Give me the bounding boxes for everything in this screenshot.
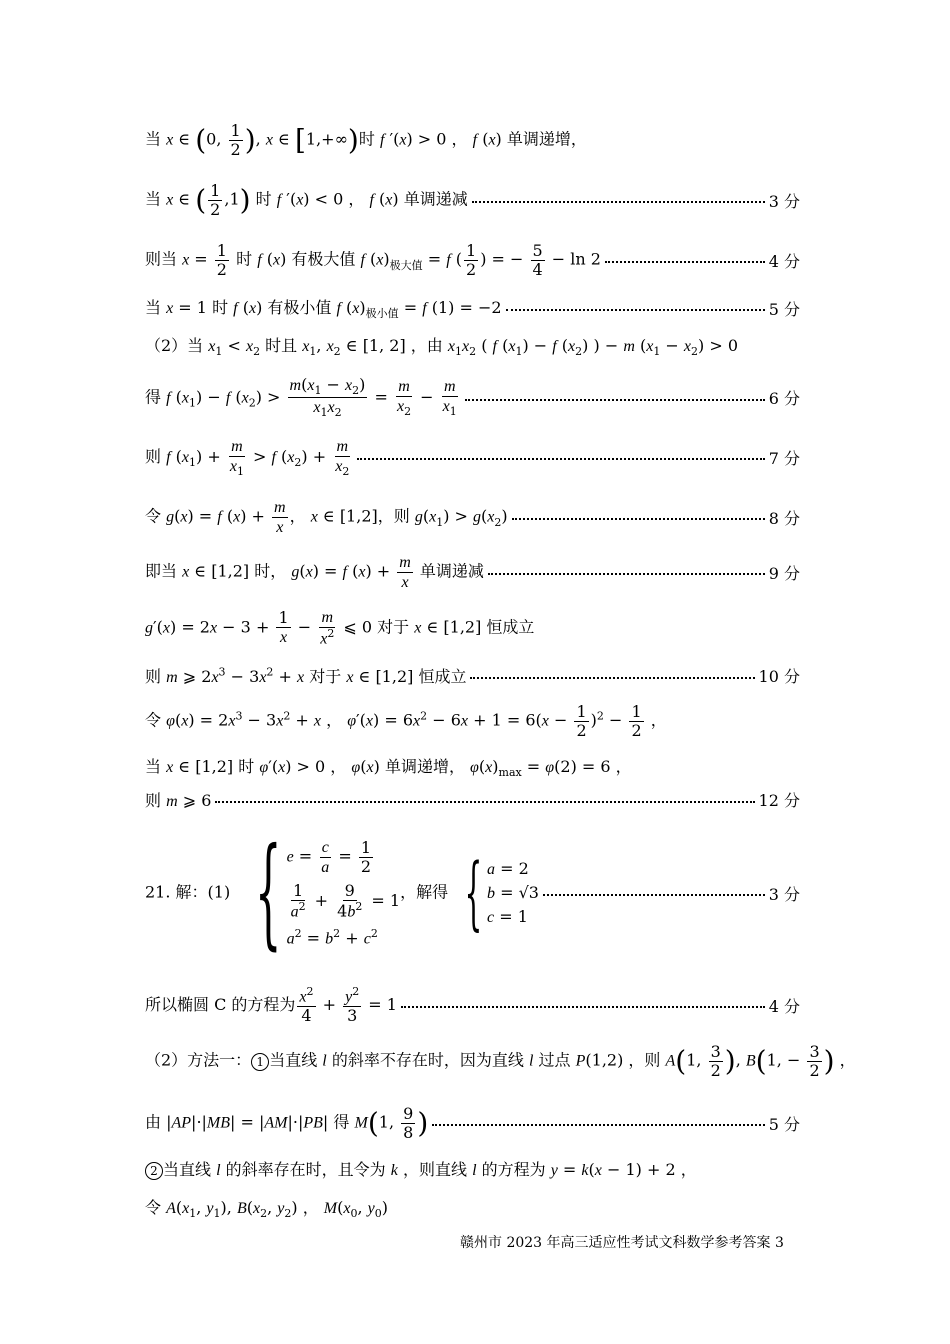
line-1: 当 x ∈ (0, $\frac{1}{2}$ ), x ∈ [1,+∞)时 f ′(x) > 0 ， f (x) 单调递增，: [145, 121, 587, 159]
line-9: 即当 x ∈ [1,2] 时， g(x) = f (x) + $\frac{m}{x}$ 单调递减 9 分: [145, 554, 800, 591]
line-6: 得 f $(x_1) - f$ $(x_2)$ > $\frac{m(x_1 - x_2)}{x_1x_2}$ = $\frac{m}{x_2}$ − $\frac{m}{x_1}$ 6 分: [145, 375, 800, 420]
line-8: 令 g(x) = f (x) + $\frac{m}{x}$ ， x ∈ [1,2]，则 $g(x_1) > g(x_2)$ 8 分: [145, 499, 800, 536]
line-7: 则 f $(x_1)$ + $\frac{m}{x_1}$ > f $(x_2)$ + $\frac{m}{x_2}$ 7 分: [145, 438, 800, 478]
line-19: 2 当直线 l 的斜率存在时，且令为 k ，则直线 l 的方程为 y = k(x − 1) + 2 ，: [145, 1157, 800, 1180]
line-4: 当 x = 1 时 f (x) 有极小值 f $(x)_{极小值} = f$ (1) = −2 5 分: [145, 298, 800, 321]
line-10: g′(x) = 2x − 3 + $\frac{1}{x}$ − $\frac{m}{x^2}$ ⩽ 0 对于 x ∈ [1,2] 恒成立: [145, 608, 535, 647]
line-18: 由 |AP|·|MB| = |AM|·|PB| 得 M(1, $\frac{9}{8}$ ) 5 分: [145, 1104, 800, 1142]
line-13: 当 x ∈ [1,2] 时 φ′(x) > 0 ， φ(x) 单调递增， $\varphi(x)_{max} = \varphi(2) = 6$ ，: [145, 757, 632, 780]
line-17: （2）方法一： 1 当直线 l 的斜率不存在时，因为直线 l 过点 P(1,2) ，则 A(1, $\frac{3}{2}$ ), B(1, − $\frac{3}{2}$ ) ，: [145, 1042, 856, 1080]
line-2: 当 x ∈ ( $\frac{1}{2}$ ,1) 时 f ′(x) < 0 ， f (x) 单调递减 3 分: [145, 181, 800, 219]
line-14: 则 m ⩾ 6 12 分: [145, 791, 800, 810]
line-20: 令 $A(x_1$, $y_1$), $B(x_2$, $y_2$) ， $M(x_0$, $y_0$): [145, 1198, 389, 1221]
line-q21: 21. 解：(1) { e = $\frac{c}{a}$ = $\frac{1}{2}$ $\frac{1}{a^2}$ + $\frac{9}{4b^2}$ = 1 $a^2 = b^2 + c^2$ ，解得 { a = 2 b = √3 c = 1 3 分: [145, 823, 800, 962]
line-5: （2）当 $x_1 < x_2$ 时且 $x_1$, $x_2$ ∈ [1, 2] ，由 $x_1x_2$ ( f $(x_1) - f$ $(x_2)$ ) − m $(x_1 - x_2) > 0$: [145, 336, 738, 359]
line-12: 令 $\varphi(x) = 2x^3 - 3x^2 + x$ ， $\varphi'(x) = 6x^2 - 6x + 1 = 6(x$ − $\frac{1}{2}$ )$^2$ − $\frac{1}{2}$ ，: [145, 702, 667, 740]
page-footer: 赣州市 2023 年高三适应性考试文科数学参考答案 3: [460, 1235, 784, 1251]
line-16: 所以椭圆 C 的方程为 $\frac{x^2}{4}$ + $\frac{y^2}{3}$ = 1 4 分: [145, 985, 800, 1025]
line-11: 则 m ⩾ $2x^3 - 3x^2 + x$ 对于 x ∈ [1,2] 恒成立 10 分: [145, 665, 800, 686]
line-3: 则当 x = $\frac{1}{2}$ 时 f (x) 有极大值 f $(x)_{极大值} = f$ ( $\frac{1}{2}$ ) = − $\frac{5}{4}$ − ln 2 4 分: [145, 241, 800, 279]
